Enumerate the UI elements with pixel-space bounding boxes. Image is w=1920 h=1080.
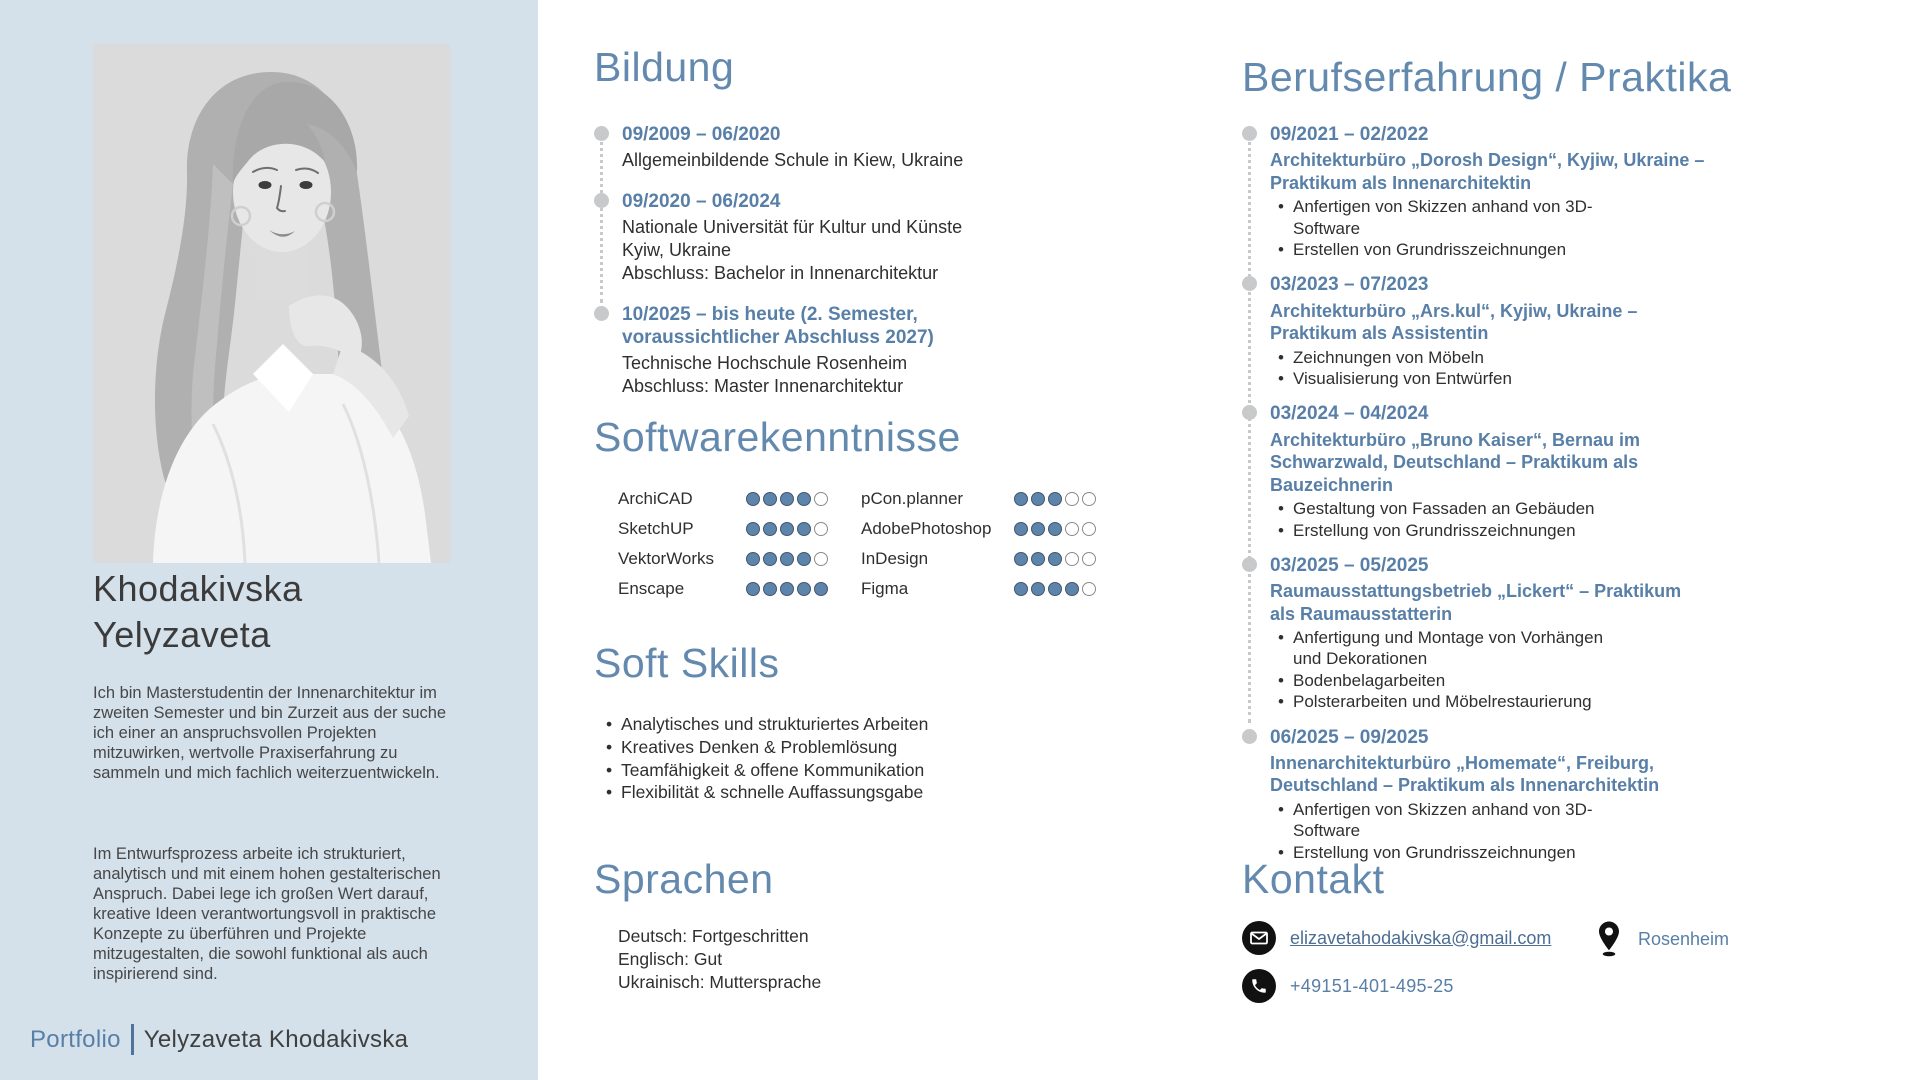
skill-dot: [1031, 522, 1045, 536]
skill-dot: [1048, 522, 1062, 536]
section-languages: [594, 858, 1014, 993]
skill-dot: [1014, 492, 1028, 506]
skill-dot: [797, 552, 811, 566]
education-entry-line: Abschluss: Bachelor in Innenarchitektur: [622, 262, 939, 283]
location-pin-icon: [1594, 919, 1624, 959]
skill-dot: [1048, 582, 1062, 596]
soft-skills-title: Soft Skills: [594, 640, 780, 686]
contact-phone-row: [1242, 969, 1862, 1003]
experience-bullet: • Gestaltung von Fassaden an Gebäuden: [1276, 498, 1606, 519]
skill-dot: [780, 582, 794, 596]
experience-entry-date: 09/2021 – 02/2022: [1270, 124, 1429, 146]
software-skill-rating: [1014, 552, 1104, 566]
education-entry-line: Nationale Universität für Kultur und Künste Kyiw, Ukraine: [622, 217, 963, 261]
education-entry-line: Technische Hochschule Rosenheim: [622, 353, 908, 374]
profile-name-line1: Khodakivska: [93, 568, 303, 609]
software-skill-name: ArchiCAD: [618, 489, 693, 509]
skill-dot: [814, 582, 828, 596]
software-skill-rating: [746, 552, 861, 566]
skill-dot: [780, 492, 794, 506]
skill-dot: [780, 522, 794, 536]
software-skills-grid: [618, 489, 1104, 599]
language-item: Deutsch: Fortgeschritten: [618, 926, 809, 947]
education-timeline: [594, 123, 1004, 398]
experience-bullet: • Bodenbelagarbeiten: [1276, 670, 1606, 691]
experience-entry-date: 06/2025 – 09/2025: [1270, 726, 1429, 748]
contact-location-row: [1594, 919, 1729, 959]
software-skill-name: InDesign: [861, 549, 929, 569]
education-entry-date: 09/2020 – 06/2024: [622, 191, 781, 213]
software-skill-rating: [746, 582, 861, 596]
education-entry-date: 10/2025 – bis heute (2. Semester, voraussichtlicher Abschluss 2027): [622, 303, 934, 348]
skill-dot: [1031, 552, 1045, 566]
skill-dot: [1048, 552, 1062, 566]
languages-title: Sprachen: [594, 856, 774, 902]
phone-icon: [1242, 969, 1276, 1003]
experience-bullet: • Erstellung von Grundrisszeichnungen: [1276, 842, 1606, 863]
skill-dot: [763, 552, 777, 566]
skill-dot: [1065, 552, 1079, 566]
skill-dot: [1065, 522, 1079, 536]
experience-entry-bullets: [1276, 799, 1621, 863]
skill-dot: [814, 492, 828, 506]
contact-email-link[interactable]: elizavetahodakivska@gmail.com: [1290, 927, 1552, 948]
experience-timeline: [1242, 123, 1802, 863]
skill-dot: [1082, 582, 1096, 596]
software-skill-rating: [1014, 522, 1104, 536]
software-skill-name: Enscape: [618, 579, 685, 599]
contact-title: Kontakt: [1242, 856, 1385, 902]
email-icon: [1242, 921, 1276, 955]
skill-dot: [1031, 492, 1045, 506]
skill-dot: [780, 552, 794, 566]
contact-block: [1242, 921, 1862, 1003]
experience-bullet: • Anfertigung und Montage von Vorhängen und Dekorationen: [1276, 627, 1606, 670]
experience-entry-bullets: [1276, 498, 1621, 541]
skill-dot: [1082, 552, 1096, 566]
software-skill-rating: [1014, 582, 1104, 596]
skill-dot: [1065, 492, 1079, 506]
software-skill-rating: [1014, 492, 1104, 506]
soft-skills-list: [604, 713, 1024, 804]
software-skill-name: pCon.planner: [861, 489, 964, 509]
contact-phone-number: +49151-401-495-25: [1290, 975, 1454, 996]
portrait-photo: [93, 44, 450, 563]
experience-entry-date: 03/2023 – 07/2023: [1270, 274, 1429, 296]
footer-name: Yelyzaveta Khodakivska: [143, 1025, 409, 1053]
software-skill-name: VektorWorks: [618, 549, 715, 569]
experience-bullet: • Erstellen von Grundrisszeichnungen: [1276, 239, 1606, 260]
experience-bullet: • Visualisierung von Entwürfen: [1276, 368, 1606, 389]
skill-dot: [814, 522, 828, 536]
skill-dot: [746, 552, 760, 566]
contact-location: Rosenheim: [1638, 928, 1730, 949]
soft-skill-item: • Flexibilität & schnelle Auffassungsgabe: [604, 781, 1024, 804]
skill-dot: [746, 522, 760, 536]
experience-entry: [1242, 273, 1802, 389]
footer-separator: [131, 1024, 134, 1055]
languages-list: [618, 925, 1014, 993]
experience-entry-date: 03/2025 – 05/2025: [1270, 554, 1429, 576]
skill-dot: [763, 582, 777, 596]
soft-skill-item: • Kreatives Denken & Problemlösung: [604, 736, 1024, 759]
sidebar-footer: [30, 1024, 408, 1055]
profile-bio-paragraph-1: Ich bin Masterstudentin der Innenarchitektur im zweiten Semester und bin Zurzeit aus der suche ich einer an anspruchsvollen Projekten mitzuwirken, wertvolle Praxiserfahrung zu sammeln und mich fachlich weiterzuentwickeln.: [93, 683, 447, 782]
software-skill-rating: [746, 492, 861, 506]
education-entry: [594, 123, 1004, 172]
experience-entry: [1242, 554, 1802, 713]
skill-dot: [1065, 582, 1079, 596]
education-entry: [594, 190, 1004, 285]
experience-entry-bullets: [1276, 196, 1621, 260]
skill-dot: [1014, 552, 1028, 566]
section-contact: [1242, 858, 1862, 1017]
software-skill-rating: [746, 522, 861, 536]
soft-skill-item: • Analytisches und strukturiertes Arbeiten: [604, 713, 1024, 736]
footer-portfolio-label: Portfolio: [30, 1025, 121, 1053]
experience-title: Berufserfahrung / Praktika: [1242, 54, 1732, 100]
skill-dot: [1082, 492, 1096, 506]
skill-dot: [763, 492, 777, 506]
experience-entry-bullets: [1276, 347, 1621, 390]
skill-dot: [1014, 522, 1028, 536]
soft-skill-item: • Teamfähigkeit & offene Kommunikation: [604, 759, 1024, 782]
education-entry-line: Allgemeinbildende Schule in Kiew, Ukraine: [622, 150, 964, 171]
experience-entry-title: Raumausstattungsbetrieb „Lickert“ – Praktikum als Raumausstatterin: [1270, 581, 1682, 624]
experience-entry-title: Innenarchitekturbüro „Homemate“, Freiburg, Deutschland – Praktikum als Innenarchitektin: [1270, 752, 1660, 796]
experience-bullet: • Anfertigen von Skizzen anhand von 3D-Software: [1276, 799, 1606, 842]
contact-email-row: [1242, 921, 1862, 955]
experience-entry-title: Architekturbüro „Dorosh Design“, Kyjiw, Ukraine – Praktikum als Innenarchitektin: [1270, 150, 1705, 193]
section-education: [594, 46, 1004, 416]
experience-bullet: • Zeichnungen von Möbeln: [1276, 347, 1606, 368]
profile-name: [93, 566, 303, 657]
software-title: Softwarekenntnisse: [594, 414, 961, 460]
skill-dot: [797, 492, 811, 506]
education-title: Bildung: [594, 44, 735, 90]
skill-dot: [797, 582, 811, 596]
experience-bullet: • Anfertigen von Skizzen anhand von 3D-Software: [1276, 196, 1606, 239]
software-skill-name: Figma: [861, 579, 909, 599]
section-soft-skills: [594, 642, 1094, 804]
experience-entry-title: Architekturbüro „Bruno Kaiser“, Bernau im Schwarzwald, Deutschland – Praktikum als Bauzeichnerin: [1270, 429, 1641, 495]
language-item: Ukrainisch: Muttersprache: [618, 971, 822, 992]
skill-dot: [746, 582, 760, 596]
skill-dot: [797, 522, 811, 536]
software-skill-name: SketchUP: [618, 519, 694, 539]
experience-entry: [1242, 726, 1802, 863]
experience-bullet: • Erstellung von Grundrisszeichnungen: [1276, 520, 1606, 541]
education-entry-line: Abschluss: Master Innenarchitektur: [622, 376, 904, 397]
software-skill-name: AdobePhotoshop: [861, 519, 992, 539]
education-entry: [594, 303, 1004, 398]
skill-dot: [746, 492, 760, 506]
experience-entry-date: 03/2024 – 04/2024: [1270, 403, 1429, 425]
experience-entry-title: Architekturbüro „Ars.kul“, Kyjiw, Ukraine – Praktikum als Assistentin: [1270, 300, 1638, 344]
section-software-skills: [594, 416, 1114, 599]
education-entry-date: 09/2009 – 06/2020: [622, 124, 781, 146]
language-item: Englisch: Gut: [618, 948, 723, 969]
skill-dot: [1082, 522, 1096, 536]
profile-bio-paragraph-2: Im Entwurfsprozess arbeite ich strukturiert, analytisch und mit einem hohen gestalterischen Anspruch. Dabei lege ich großen Wert darauf, kreative Ideen verantwortungsvoll in praktische Konzepte zu überführen und Projekte mitzugestalten, die sowohl funktional als auch inspirierend sind.: [93, 844, 441, 984]
skill-dot: [814, 552, 828, 566]
skill-dot: [1014, 582, 1028, 596]
experience-entry-bullets: [1276, 627, 1621, 713]
skill-dot: [1048, 492, 1062, 506]
experience-entry: [1242, 123, 1802, 260]
skill-dot: [763, 522, 777, 536]
experience-bullet: • Polsterarbeiten und Möbelrestaurierung: [1276, 691, 1606, 712]
sidebar: [0, 0, 538, 1080]
experience-entry: [1242, 402, 1802, 540]
section-experience: [1242, 56, 1802, 876]
skill-dot: [1031, 582, 1045, 596]
profile-name-line2: Yelyzaveta: [93, 613, 271, 655]
